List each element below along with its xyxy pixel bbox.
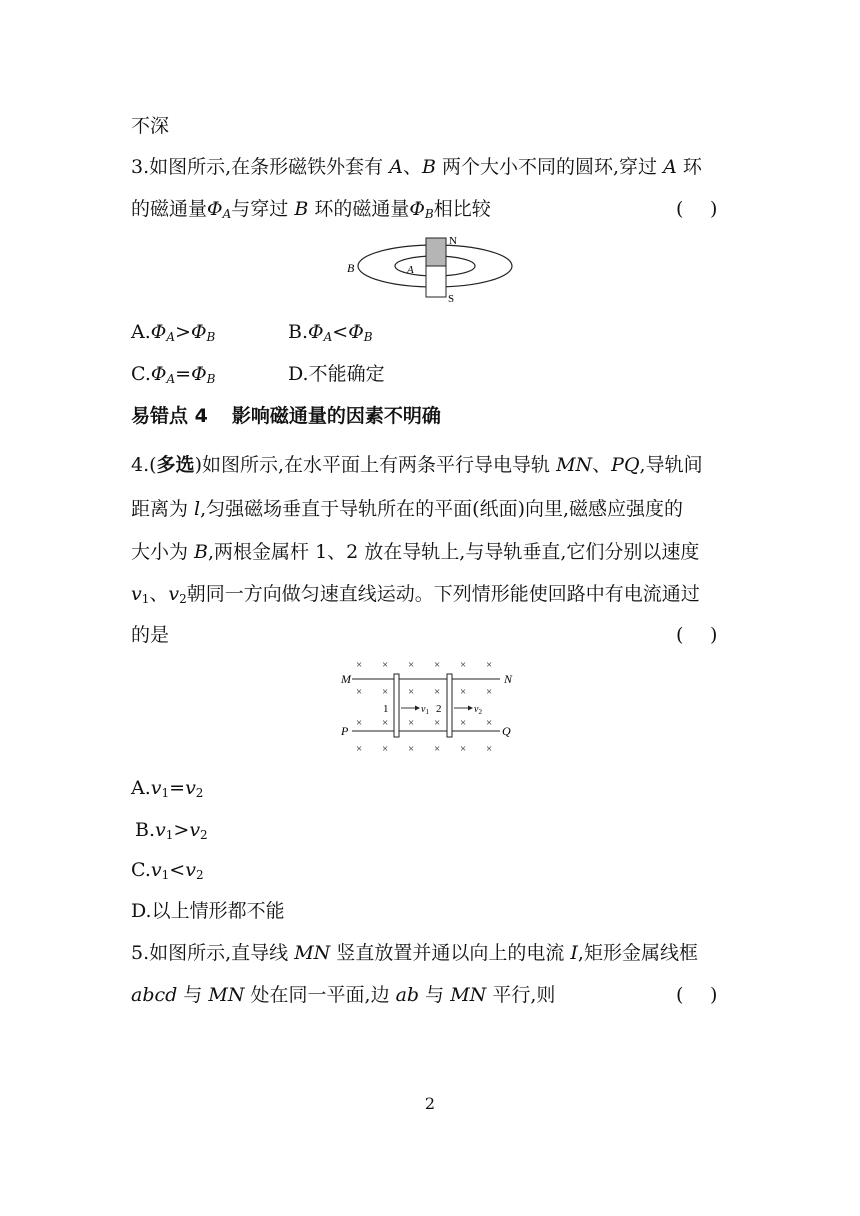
rod-1 <box>394 674 399 737</box>
svg-text:×: × <box>460 686 467 698</box>
page-number: 2 <box>424 1094 436 1113</box>
option-3b: $B.\Phi_A<\Phi_B$ <box>288 321 373 344</box>
label-p: P <box>341 724 349 738</box>
svg-text:×: × <box>382 659 389 671</box>
svg-text:×: × <box>486 686 493 698</box>
option-3d: D.不能确定 <box>288 363 385 385</box>
svg-text:×: × <box>434 686 441 698</box>
svg-text:×: × <box>460 717 467 729</box>
svg-text:×: × <box>408 686 415 698</box>
option-3c: $C.\Phi_A=\Phi_B$ <box>131 363 216 386</box>
answer-paren: ( ) <box>676 198 718 220</box>
magnet-rings-figure <box>340 228 520 306</box>
label-n: N <box>504 672 513 686</box>
question-4-line-3: 大小为 B,两根金属杆 1、2 放在导轨上,与导轨垂直,它们分别以速度 <box>131 541 700 563</box>
v2-label: $v_2$ <box>474 704 482 716</box>
svg-text:×: × <box>356 743 363 755</box>
option-4a: $A.v_1=v_2$ <box>131 777 204 800</box>
svg-text:×: × <box>486 659 493 671</box>
option-3a: $A.\Phi_A>\Phi_B$ <box>131 321 216 344</box>
question-3-line-2: 的磁通量$\Phi_A$与穿过 B 环的磁通量$\Phi_B$相比较 <box>131 198 491 221</box>
question-5-line-2: abcd 与 MN 处在同一平面,边 ab 与 MN 平行,则 <box>131 984 556 1006</box>
option-4c: $C.v_1<v_2$ <box>131 859 204 882</box>
option-4b: $B.v_1>v_2$ <box>135 819 208 842</box>
label-a: A <box>407 264 414 276</box>
text-line: 不深 <box>131 115 170 137</box>
question-5-line-1: 5.如图所示,直导线 MN 竖直放置并通以向上的电流 I,矩形金属线框 <box>131 942 698 964</box>
svg-text:×: × <box>434 717 441 729</box>
svg-text:×: × <box>356 717 363 729</box>
svg-text:×: × <box>356 659 363 671</box>
svg-text:×: × <box>382 686 389 698</box>
svg-text:×: × <box>382 743 389 755</box>
question-4-line-1: 4.(多选)如图所示,在水平面上有两条平行导电导轨 MN、PQ,导轨间 <box>131 454 703 476</box>
rod-2 <box>447 674 452 737</box>
question-4-line-4: $v_1$、$v_2$朝同一方向做匀速直线运动。下列情形能使回路中有电流通过 <box>131 583 700 606</box>
question-3-line-1: 3.如图所示,在条形磁铁外套有 A、B 两个大小不同的圆环,穿过 A 环 <box>131 156 702 178</box>
label-n: N <box>449 235 457 247</box>
magnet-south-half <box>426 266 446 297</box>
svg-text:×: × <box>408 743 415 755</box>
svg-text:×: × <box>382 717 389 729</box>
svg-text:×: × <box>460 659 467 671</box>
label-b: B <box>347 261 355 275</box>
label-m: M <box>341 672 351 686</box>
label-q: Q <box>502 724 511 738</box>
svg-text:×: × <box>486 743 493 755</box>
question-4-line-5: 的是 <box>131 624 170 646</box>
magnet-north-half <box>426 238 446 266</box>
answer-paren: ( ) <box>676 984 718 1006</box>
answer-paren: ( ) <box>676 624 718 646</box>
rails-rods-figure <box>338 652 520 756</box>
svg-text:×: × <box>486 717 493 729</box>
option-4d: D.以上情形都不能 <box>131 900 285 922</box>
label-s: S <box>448 293 455 305</box>
section-heading: 易错点 4 影响磁通量的因素不明确 <box>131 405 441 427</box>
svg-text:×: × <box>460 743 467 755</box>
rod-1-label: 1 <box>383 703 389 715</box>
svg-text:×: × <box>434 743 441 755</box>
question-4-line-2: 距离为 l,匀强磁场垂直于导轨所在的平面(纸面)向里,磁感应强度的 <box>131 498 684 520</box>
svg-text:×: × <box>408 659 415 671</box>
v1-label: $v_1$ <box>421 704 429 716</box>
rod-2-label: 2 <box>436 703 442 715</box>
svg-text:×: × <box>356 686 363 698</box>
svg-text:×: × <box>434 659 441 671</box>
svg-text:×: × <box>408 717 415 729</box>
